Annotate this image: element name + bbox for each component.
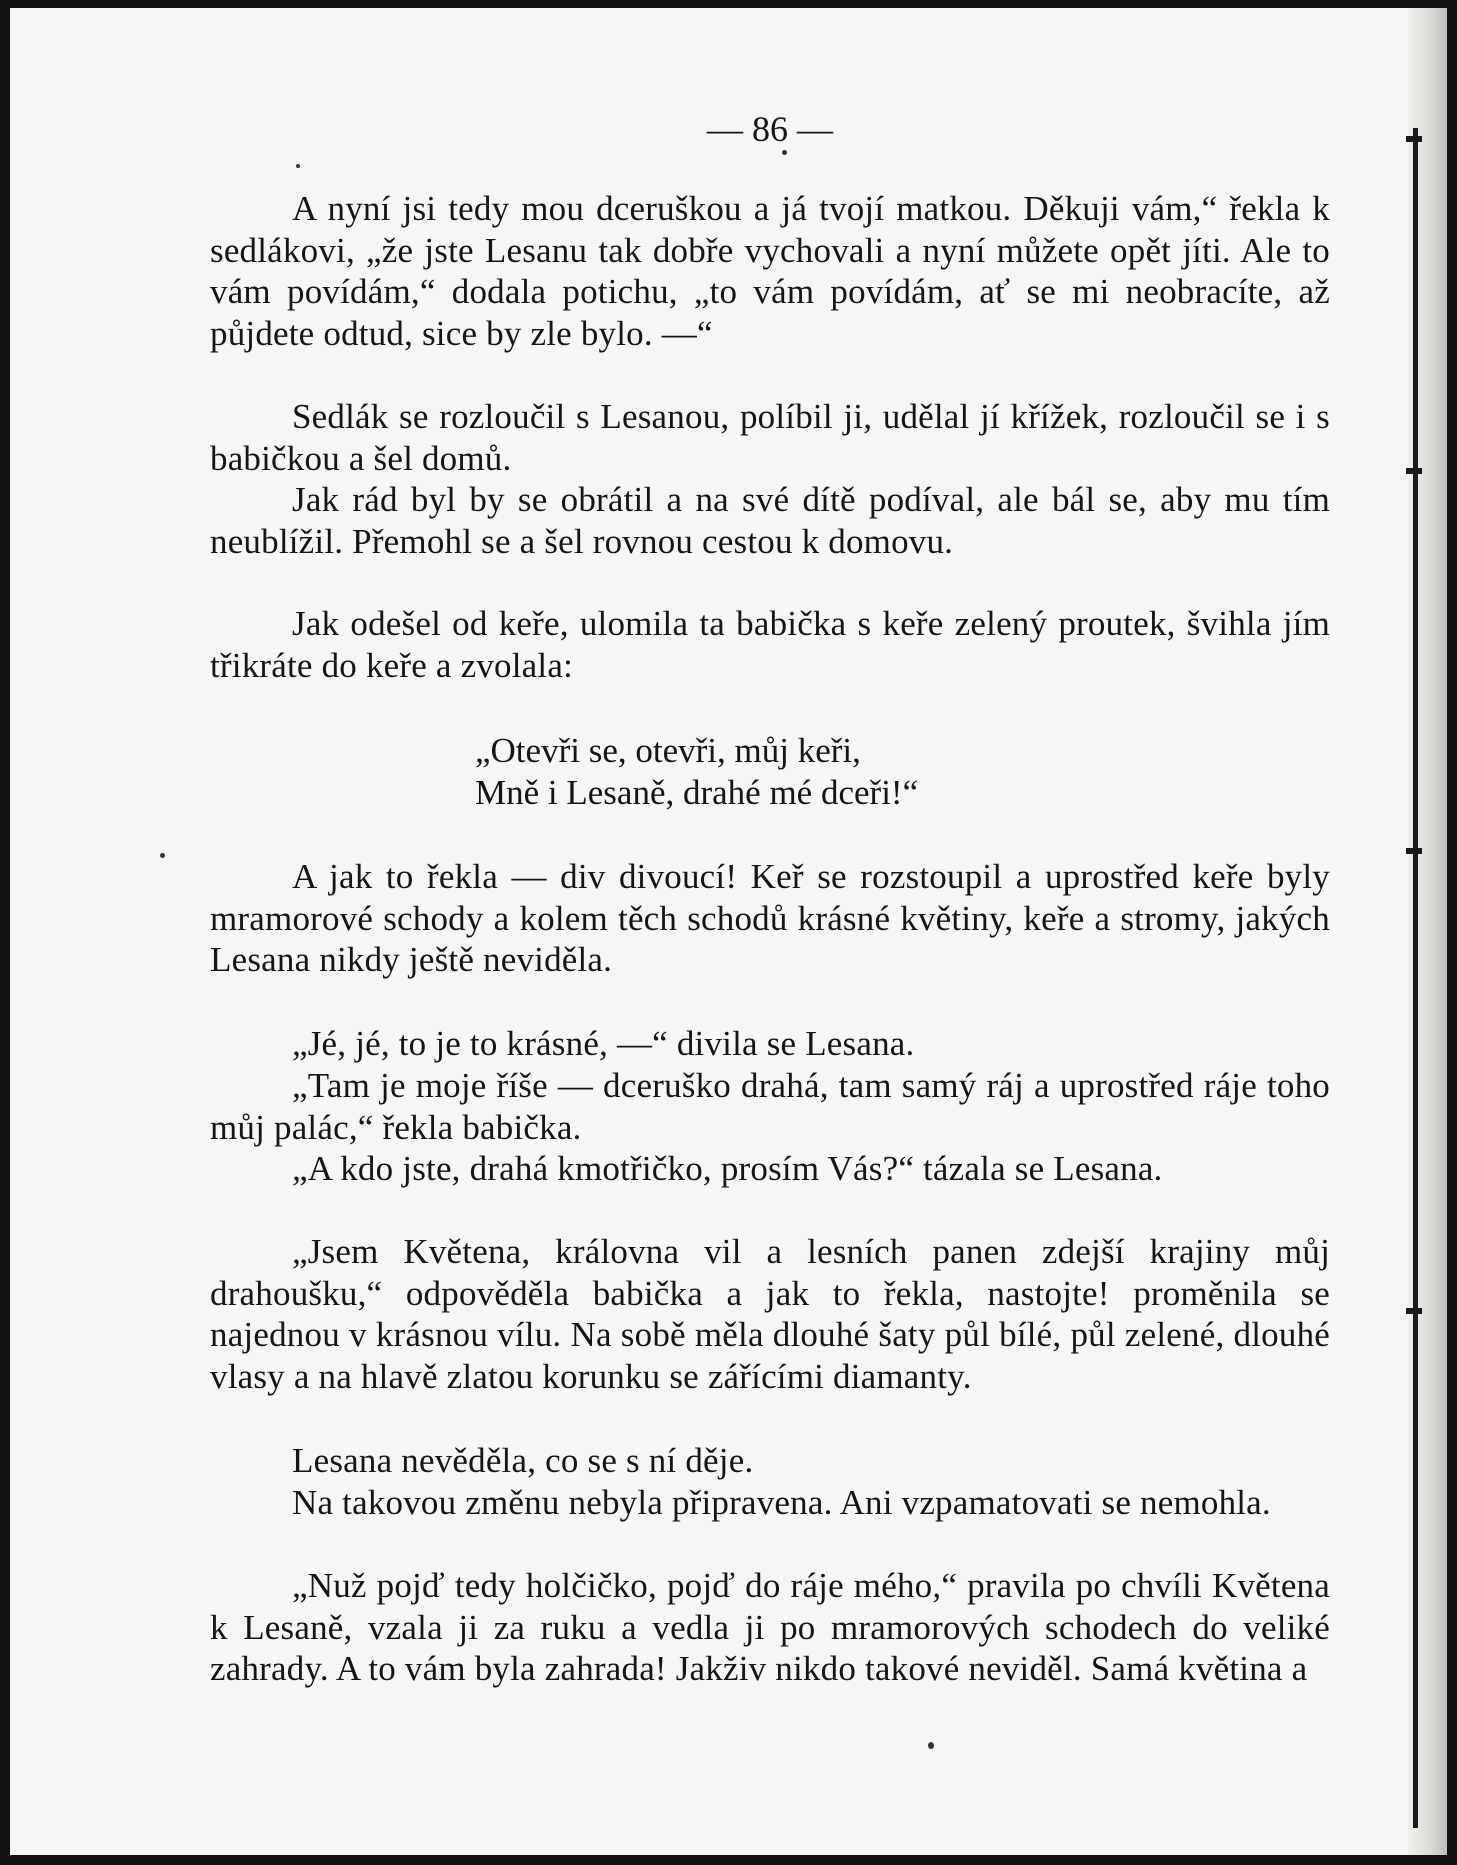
binding-mark [1406,136,1422,142]
paragraph: Sedlák se rozloučil s Lesanou, políbil ji, udělal jí křížek, rozloučil se i s babičkou a šel domů. [210,397,1330,478]
paragraph: Lesana nevěděla, co se s ní děje. [292,1441,754,1480]
paragraph: „Tam je moje říše — dceruško drahá, tam samý ráj a uprostřed ráje toho můj palác,“ řekla babička. [210,1066,1330,1147]
paragraph: Jak odešel od keře, ulomila ta babička s keře zelený proutek, švihla jím třikráte do keře a zvolala: [210,604,1330,685]
paragraph: „Nuž pojď tedy holčičko, pojď do ráje mého,“ pravila po chvíli Květena k Lesaně, vzala ji za ruku a vedla ji po mramorových schodech do veliké zahrady. A to vám byla zahrada! Jakživ nikdo takové neviděl. Samá květina a [210,1566,1330,1688]
verse-line: Mně i Lesaně, drahé mé dceři!“ [475,772,919,812]
binding-line [1413,128,1418,1828]
binding-mark [1406,848,1422,854]
page-number: — 86 — [707,109,833,149]
paragraph: „A kdo jste, drahá kmotřičko, prosím Vás?“ tázala se Lesana. [292,1149,1163,1188]
paragraph: A jak to řekla — div divoucí! Keř se rozstoupil a uprostřed keře byly mramorové schody a kolem těch schodů krásné květiny, keře a stromy, jakých Lesana nikdy ještě neviděla. [210,857,1330,979]
scanned-page [10,8,1447,1855]
paragraph: Jak rád byl by se obrátil a na své dítě podíval, ale bál se, aby mu tím neublížil. Přemohl se a šel rovnou cestou k domovu. [210,480,1330,561]
paper-speck [928,1742,934,1749]
paragraph: „Jé, jé, to je to krásné, —“ divila se Lesana. [292,1024,915,1063]
binding-mark [1406,468,1422,474]
verse-line: „Otevři se, otevři, můj keři, [475,731,861,770]
binding-mark [1406,1308,1422,1314]
paper-speck [782,150,787,155]
paper-speck [160,853,165,858]
verse-block [210,730,1330,813]
paper-speck [296,164,300,168]
paragraph: A nyní jsi tedy mou dceruškou a já tvojí matkou. Děkuji vám,“ řekla k sedlákovi, „že jste Lesanu tak dobře vychovali a nyní můžete opět jíti. Ale to vám povídám,“ dodala potichu, „to vám povídám, ať se mi neobracíte, až půjdete odtud, sice by zle bylo. —“ [210,189,1330,353]
paragraph: Na takovou změnu nebyla připravena. Ani vzpamatovati se nemohla. [292,1483,1271,1522]
paragraph: „Jsem Květena, královna vil a lesních panen zdejší krajiny můj drahoušku,“ odpověděla babička a jak to řekla, nastojte! proměnila se najednou v krásnou vílu. Na sobě měla dlouhé šaty půl bílé, půl zelené, dlouhé vlasy a na hlavě zlatou korunku se zářícími diamanty. [210,1232,1330,1396]
